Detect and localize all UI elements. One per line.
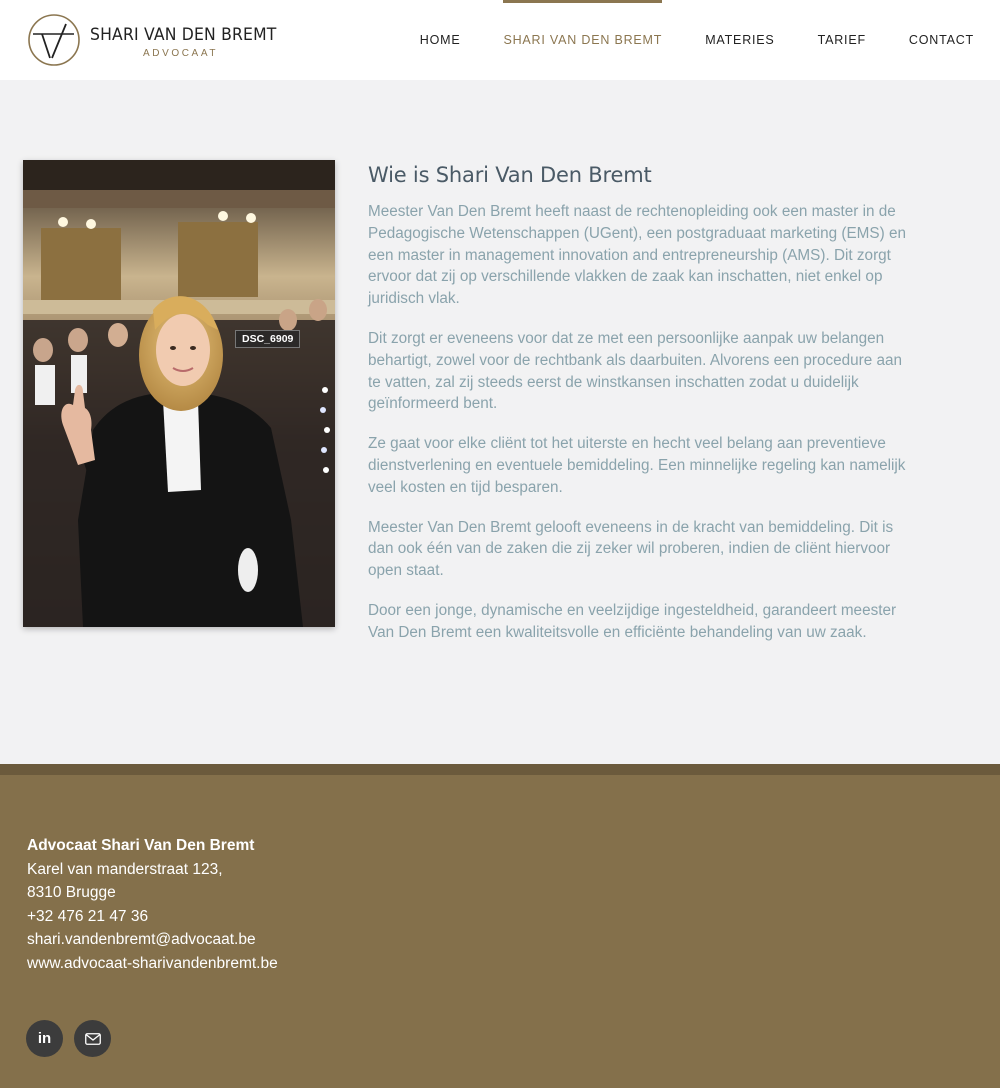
footer-street: Karel van manderstraat 123, — [27, 860, 223, 878]
linkedin-button[interactable] — [26, 1020, 63, 1057]
page-title: Wie is Shari Van Den Bremt — [368, 163, 652, 187]
about-content — [368, 163, 918, 662]
about-paragraph: Meester Van Den Bremt gelooft eveneens in de kracht van bemiddeling. Dit is dan ook één van de zaken die zij zeker wil proberen, indien de cliënt hiervoor open staat. — [368, 518, 894, 580]
nav-item-materies[interactable]: MATERIES — [705, 33, 775, 47]
site-footer — [0, 764, 1000, 1088]
site-logo[interactable] — [26, 12, 276, 68]
about-paragraph: Meester Van Den Bremt heeft naast de rechtenopleiding ook een master in de Pedagogische Wetenschappen (UGent), een postgraduaat marketing (EMS) en een master in management innovation and entrepreneurship (AMS). Dit zorgt ervoor dat zij op verschillende vlakken de zaak kan inschatten, niet enkel op juridisch vlak. — [368, 203, 906, 308]
about-paragraph: Ze gaat voor elke cliënt tot het uiterste en hecht veel belang aan preventieve dienstverlening en eventuele bemiddeling. Een minnelijke regeling kan namelijk veel kosten en tijd besparen. — [368, 435, 906, 496]
nav-item-contact[interactable]: CONTACT — [908, 33, 974, 47]
logo-name: SHARI VAN DEN BREMT — [90, 25, 277, 45]
portrait-illustration — [23, 160, 335, 627]
footer-email[interactable]: shari.vandenbremt@advocaat.be — [27, 931, 256, 949]
portrait-photo — [23, 160, 335, 627]
footer-firm-name: Advocaat Shari Van Den Bremt — [27, 837, 255, 854]
logo-subtitle: ADVOCAAT — [143, 48, 219, 59]
footer-phone[interactable]: +32 476 21 47 36 — [27, 907, 149, 925]
mail-icon — [85, 1033, 101, 1045]
photo-filename-tag: DSC_6909 — [235, 330, 300, 348]
linkedin-icon: in — [37, 1030, 52, 1047]
nav-item-shari-van-den-bremt[interactable]: SHARI VAN DEN BREMT — [503, 0, 662, 80]
site-header — [0, 0, 1000, 80]
footer-contact-info — [27, 834, 278, 976]
logo-monogram-icon — [26, 12, 82, 68]
about-paragraph: Door een jonge, dynamische en veelzijdige ingesteldheid, garandeert meester Van Den Bremt een kwaliteitsvolle en efficiënte behandeling van uw zaak. — [368, 601, 897, 641]
footer-website[interactable]: www.advocaat-sharivandenbremt.be — [27, 954, 278, 972]
email-button[interactable] — [74, 1020, 111, 1057]
nav-item-home[interactable]: HOME — [419, 33, 461, 47]
about-paragraph: Dit zorgt er eveneens voor dat ze met een persoonlijke aanpak uw belangen behartigt, zowel voor de rechtbank als daarbuiten. Alvorens een procedure aan te vatten, zal zij steeds eerst de winstkansen inschatten zodat u duidelijk geïnformeerd bent. — [368, 329, 903, 413]
footer-city: 8310 Brugge — [27, 884, 116, 902]
footer-top-bar — [0, 764, 1000, 775]
main-nav — [377, 0, 974, 80]
nav-item-tarief[interactable]: TARIEF — [817, 33, 866, 47]
